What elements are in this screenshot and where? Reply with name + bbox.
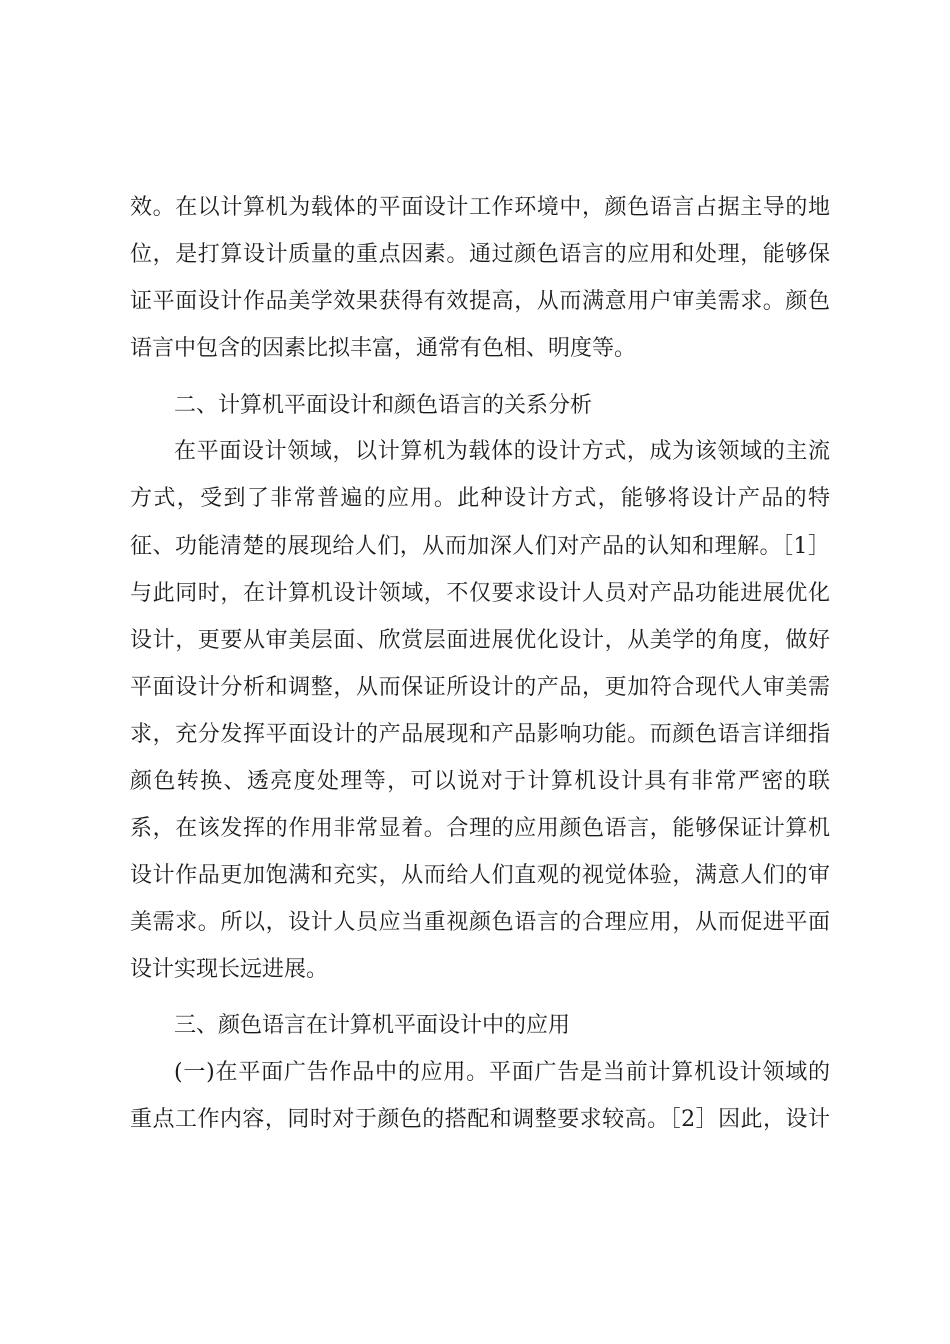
paragraph-line: 征、功能清楚的展现给人们，从而加深人们对产品的认知和理解。［1］ xyxy=(130,534,830,559)
paragraph-line: 颜色转换、透亮度处理等，可以说对于计算机设计具有非常严密的联 xyxy=(130,769,830,794)
paragraph-line: 方式，受到了非常普遍的应用。此种设计方式，能够将设计产品的特 xyxy=(130,486,830,511)
paragraph-line: 位，是打算设计质量的重点因素。通过颜色语言的应用和处理，能够保 xyxy=(130,242,830,267)
paragraph-line: 设计作品更加饱满和充实，从而给人们直观的视觉体验，满意人们的审 xyxy=(130,863,830,888)
section-heading: 三、颜色语言在计算机平面设计中的应用 xyxy=(174,1013,571,1038)
paragraph-line: 重点工作内容，同时对于颜色的搭配和调整要求较高。［2］因此，设计 xyxy=(130,1107,830,1132)
paragraph-line: 证平面设计作品美学效果获得有效提高，从而满意用户审美需求。颜色 xyxy=(130,289,830,314)
paragraph-line: 美需求。所以，设计人员应当重视颜色语言的合理应用，从而促进平面 xyxy=(130,910,830,935)
paragraph-line: 系，在该发挥的作用非常显着。合理的应用颜色语言，能够保证计算机 xyxy=(130,816,830,841)
paragraph-line: 在平面设计领域，以计算机为载体的设计方式，成为该领域的主流 xyxy=(174,439,830,464)
paragraph-line: 效。在以计算机为载体的平面设计工作环境中，颜色语言占据主导的地 xyxy=(130,195,830,220)
paragraph-line: 语言中包含的因素比拟丰富，通常有色相、明度等。 xyxy=(130,336,637,361)
paragraph-line: 平面设计分析和调整，从而保证所设计的产品，更加符合现代人审美需 xyxy=(130,675,830,700)
section-heading: 二、计算机平面设计和颜色语言的关系分析 xyxy=(174,393,593,418)
paragraph-line: (一)在平面广告作品中的应用。平面广告是当前计算机设计领域的 xyxy=(174,1060,830,1085)
paragraph-line: 设计，更要从审美层面、欣赏层面进展优化设计，从美学的角度，做好 xyxy=(130,628,830,653)
paragraph-line: 与此同时，在计算机设计领域，不仅要求设计人员对产品功能进展优化 xyxy=(130,581,830,606)
paragraph-line: 设计实现长远进展。 xyxy=(130,957,329,982)
paragraph-line: 求，充分发挥平面设计的产品展现和产品影响功能。而颜色语言详细指 xyxy=(130,722,830,747)
